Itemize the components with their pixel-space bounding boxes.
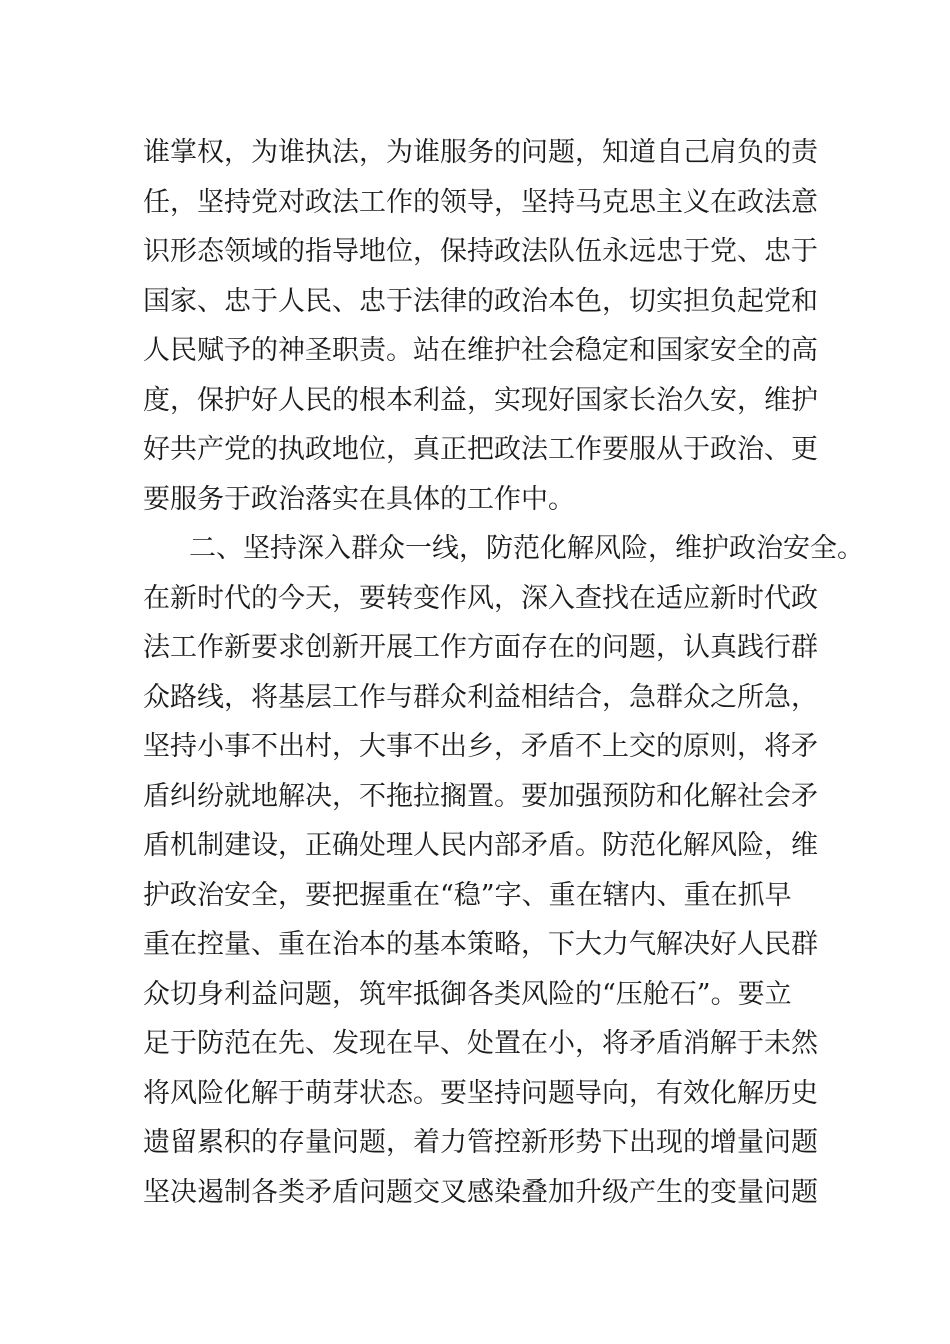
body-text <box>143 128 864 1217</box>
text-line: 在新时代的今天，要转变作风，深入查找在适应新时代政 <box>143 582 818 614</box>
section-heading: 二、坚持深入群众一线，防范化解风险，维护政治安全。 <box>189 533 864 564</box>
text-line: 将风险化解于萌芽状态。要坚持问题导向，有效化解历史 <box>143 1077 818 1109</box>
text-line: 众切身利益问题，筑牢抵御各类风险的“压舱石”。要立 <box>143 978 792 1010</box>
text-line: 识形态领域的指导地位，保持政法队伍永远忠于党、忠于 <box>143 236 818 267</box>
text-line: 坚持小事不出村，大事不出乡，矛盾不上交的原则，将矛 <box>143 731 818 762</box>
text-line: 盾纠纷就地解决，不拖拉搁置。要加强预防和化解社会矛 <box>143 780 818 812</box>
text-line: 护政治安全，要把握重在“稳”字、重在辖内、重在抓早 <box>143 879 792 911</box>
text-line: 坚决遏制各类矛盾问题交叉感染叠加升级产生的变量问题 <box>143 1176 818 1208</box>
text-line: 谁掌权，为谁执法，为谁服务的问题，知道自己肩负的责 <box>143 137 818 168</box>
text-line: 人民赋予的神圣职责。站在维护社会稳定和国家安全的高 <box>143 335 818 366</box>
text-line: 法工作新要求创新开展工作方面存在的问题，认真践行群 <box>143 632 818 663</box>
text-line: 好共产党的执政地位，真正把政法工作要服从于政治、更 <box>143 434 818 465</box>
text-line: 盾机制建设，正确处理人民内部矛盾。防范化解风险，维 <box>143 830 818 861</box>
text-line: 众路线，将基层工作与群众利益相结合，急群众之所急， <box>143 681 818 713</box>
text-line: 国家、忠于人民、忠于法律的政治本色，切实担负起党和 <box>143 285 818 317</box>
text-line: 任，坚持党对政法工作的领导，坚持马克思主义在政法意 <box>143 186 818 218</box>
text-line: 要服务于政治落实在具体的工作中。 <box>143 483 575 515</box>
text-line: 度，保护好人民的根本利益，实现好国家长治久安，维护 <box>143 384 818 416</box>
text-line: 足于防范在先、发现在早、处置在小，将矛盾消解于未然 <box>143 1028 818 1059</box>
text-line: 重在控量、重在治本的基本策略，下大力气解决好人民群 <box>143 929 818 960</box>
text-line: 遗留累积的存量问题，着力管控新形势下出现的增量问题 <box>143 1127 818 1158</box>
